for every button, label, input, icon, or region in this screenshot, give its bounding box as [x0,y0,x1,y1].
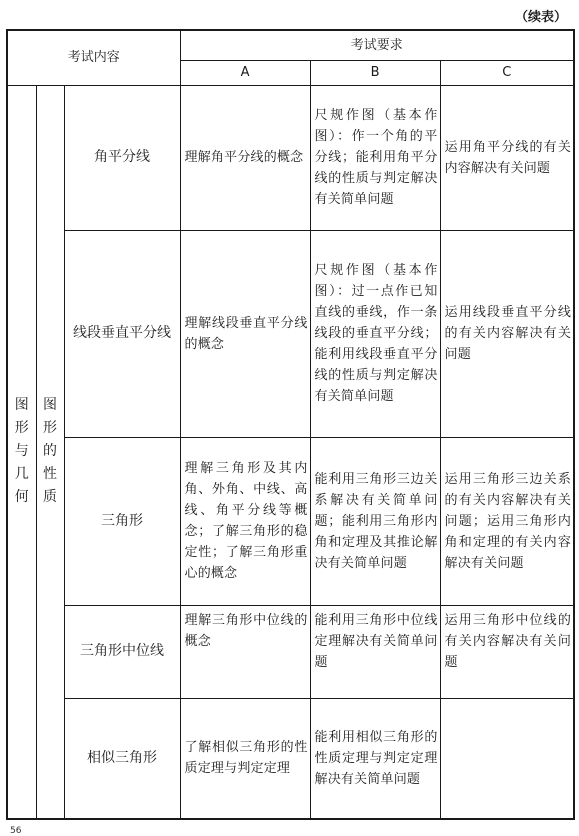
req-b-cell: 能利用三角形三边关系解决有关简单问题；能利用三角形内角和定理及其推论解决有关简单问题 [310,437,440,605]
table-row [7,85,574,230]
req-a-cell: 理解三角形中位线的概念 [180,605,310,698]
req-c-cell: 运用三角形中位线的有关内容解决有关问题 [440,605,574,698]
table-row [7,437,574,605]
continued-label: （续表） [514,10,567,25]
topic-cell: 三角形中位线 [64,605,180,698]
req-a-cell: 了解相似三角形的性质定理与判定定理 [180,698,310,819]
topic-cell: 角平分线 [64,85,180,230]
subcategory-cell [36,85,64,819]
req-c-cell: 运用三角形三边关系的有关内容解决有关问题；运用三角形内角和定理的有关内容解决有关问题 [440,437,574,605]
header-content: 考试内容 [7,30,180,85]
req-b-cell: 尺规作图（基本作图）：过一点作已知直线的垂线，作一条线段的垂直平分线；能利用线段垂直平分线的性质与判定解决有关简单问题 [310,230,440,437]
req-a-cell: 理解三角形及其内角、外角、中线、高线、角平分线等概念；了解三角形的稳定性；了解三角形重心的概念 [180,437,310,605]
req-c-cell: 运用线段垂直平分线的有关内容解决有关问题 [440,230,574,437]
header-col-c: C [440,60,574,85]
header-col-b: B [310,60,440,85]
topic-cell: 线段垂直平分线 [64,230,180,437]
header-col-a: A [180,60,310,85]
table-row [7,698,574,819]
category-label: 图形与几何 [14,397,29,506]
req-a-cell: 理解角平分线的概念 [180,85,310,230]
category-cell [7,85,36,819]
table-row [7,605,574,698]
req-c-cell [440,698,574,819]
page-number: 56 [10,826,22,836]
req-b-cell: 尺规作图（基本作图）：作一个角的平分线；能利用角平分线的性质与判定解决有关简单问题 [310,85,440,230]
exam-requirements-table [6,29,575,820]
req-a-cell: 理解线段垂直平分线的概念 [180,230,310,437]
topic-cell: 三角形 [64,437,180,605]
header-requirements: 考试要求 [180,30,574,60]
subcategory-label: 图形的性质 [43,397,57,506]
table-row [7,230,574,437]
req-b-cell: 能利用三角形中位线定理解决有关简单问题 [310,605,440,698]
req-c-cell: 运用角平分线的有关内容解决有关问题 [440,85,574,230]
req-b-cell: 能利用相似三角形的性质定理与判定定理解决有关简单问题 [310,698,440,819]
topic-cell: 相似三角形 [64,698,180,819]
